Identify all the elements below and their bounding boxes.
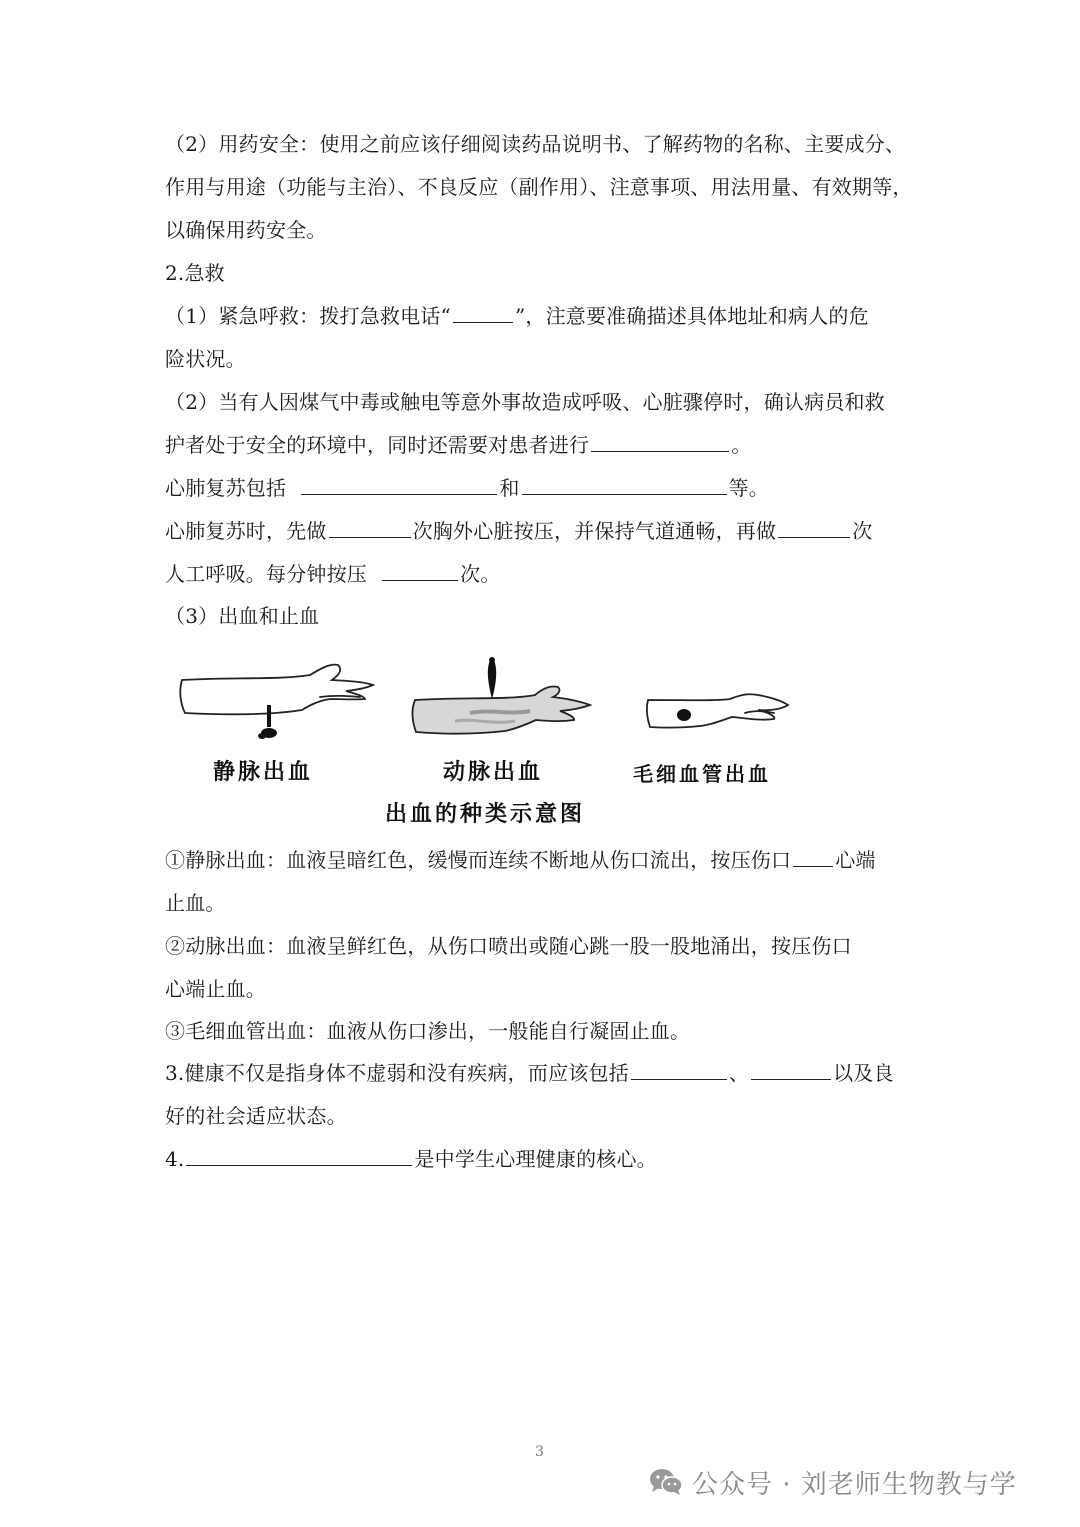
text-line bbox=[165, 889, 226, 917]
text: 心端 bbox=[835, 848, 876, 872]
label-vein-bleeding: 静脉出血 bbox=[213, 760, 314, 785]
capillary-blood-icon bbox=[677, 709, 691, 721]
artery-arm-illustration bbox=[412, 686, 590, 733]
text: ①静脉出血：血液呈暗红色，缓慢而连续不断地从伤口流出，按压伤口 bbox=[165, 848, 792, 872]
text: 作用与用途（功能与主治）、不良反应（副作用）、注意事项、用法用量、有效期等， bbox=[165, 175, 913, 199]
text: 险状况。 bbox=[165, 347, 246, 371]
text: 好的社会适应状态。 bbox=[165, 1104, 347, 1128]
wechat-icon bbox=[648, 1466, 684, 1498]
text: ②动脉出血：血液呈鲜红色，从伤口喷出或随心跳一股一股地涌出，按压伤口 bbox=[165, 934, 852, 958]
text: 以确保用药安全。 bbox=[165, 218, 327, 242]
watermark bbox=[648, 1462, 1017, 1502]
fill-blank[interactable] bbox=[329, 517, 411, 538]
fill-blank[interactable] bbox=[382, 560, 458, 581]
text-line bbox=[165, 345, 246, 373]
page-number: 3 bbox=[535, 1444, 544, 1460]
fill-blank[interactable] bbox=[778, 517, 850, 538]
text-line bbox=[165, 173, 913, 201]
text-line bbox=[165, 1017, 690, 1045]
fill-blank[interactable] bbox=[186, 1145, 412, 1166]
text-line bbox=[165, 130, 905, 158]
text-line bbox=[165, 560, 501, 588]
text: ”，注意要准确描述具体地址和病人的危 bbox=[514, 304, 869, 328]
section-heading bbox=[165, 259, 225, 287]
text: 心肺复苏时，先做 bbox=[165, 519, 327, 543]
fill-blank[interactable] bbox=[453, 302, 513, 323]
text: （2）用药安全：使用之前应该仔细阅读药品说明书、了解药物的名称、主要成分、 bbox=[165, 132, 906, 156]
text: 以及良 bbox=[833, 1061, 894, 1085]
text: 。 bbox=[731, 433, 752, 457]
text: 心肺复苏包括 bbox=[165, 476, 287, 500]
text: 人工呼吸。每分钟按压 bbox=[165, 562, 367, 586]
text-line bbox=[165, 431, 751, 459]
text: 次胸外心脏按压，并保持气道通畅，再做 bbox=[412, 519, 777, 543]
label-capillary-bleeding: 毛细血管出血 bbox=[633, 762, 771, 786]
text-line bbox=[165, 932, 852, 960]
text-line bbox=[165, 1102, 347, 1130]
text-line bbox=[165, 388, 885, 416]
text: 等。 bbox=[728, 476, 769, 500]
subsection-heading bbox=[165, 602, 319, 630]
artery-blood-icon bbox=[488, 657, 496, 699]
bleeding-figure bbox=[170, 655, 830, 835]
figure-caption: 出血的种类示意图 bbox=[385, 802, 586, 827]
fill-blank[interactable] bbox=[301, 474, 497, 495]
vein-blood-icon bbox=[258, 705, 277, 739]
text: 是中学生心理健康的核心。 bbox=[414, 1147, 657, 1171]
text: 、 bbox=[728, 1061, 750, 1085]
text-line bbox=[165, 975, 266, 1003]
text: 止血。 bbox=[165, 891, 226, 915]
text-line bbox=[165, 474, 769, 502]
text: （3）出血和止血 bbox=[165, 604, 320, 628]
text: 和 bbox=[499, 476, 520, 500]
vein-arm-illustration bbox=[180, 665, 373, 715]
text-line bbox=[165, 302, 869, 330]
text: 次 bbox=[852, 519, 873, 543]
fill-blank[interactable] bbox=[522, 474, 727, 495]
text-line bbox=[165, 1145, 657, 1173]
label-artery-bleeding: 动脉出血 bbox=[443, 760, 544, 785]
text-line bbox=[165, 1059, 894, 1087]
fill-blank[interactable] bbox=[793, 846, 833, 867]
text-line bbox=[165, 517, 872, 545]
text: 3.健康不仅是指身体不虚弱和没有疾病，而应该包括 bbox=[165, 1061, 629, 1085]
text: （1）紧急呼救：拨打急救电话“ bbox=[165, 304, 451, 328]
text: 护者处于安全的环境中，同时还需要对患者进行 bbox=[165, 433, 590, 457]
text: 4. bbox=[165, 1147, 185, 1171]
watermark-text: 公众号 · 刘老师生物教与学 bbox=[692, 1469, 1017, 1500]
fill-blank[interactable] bbox=[631, 1059, 727, 1080]
capillary-arm-illustration bbox=[647, 694, 788, 727]
text: 2.急救 bbox=[165, 261, 225, 285]
text-line bbox=[165, 846, 876, 874]
text: 心端止血。 bbox=[165, 977, 266, 1001]
fill-blank[interactable] bbox=[591, 431, 729, 452]
text-line bbox=[165, 216, 327, 244]
fill-blank[interactable] bbox=[751, 1059, 831, 1080]
text: （2）当有人因煤气中毒或触电等意外事故造成呼吸、心脏骤停时，确认病员和救 bbox=[165, 390, 885, 414]
text: ③毛细血管出血：血液从伤口渗出，一般能自行凝固止血。 bbox=[165, 1019, 691, 1043]
text: 次。 bbox=[460, 562, 501, 586]
